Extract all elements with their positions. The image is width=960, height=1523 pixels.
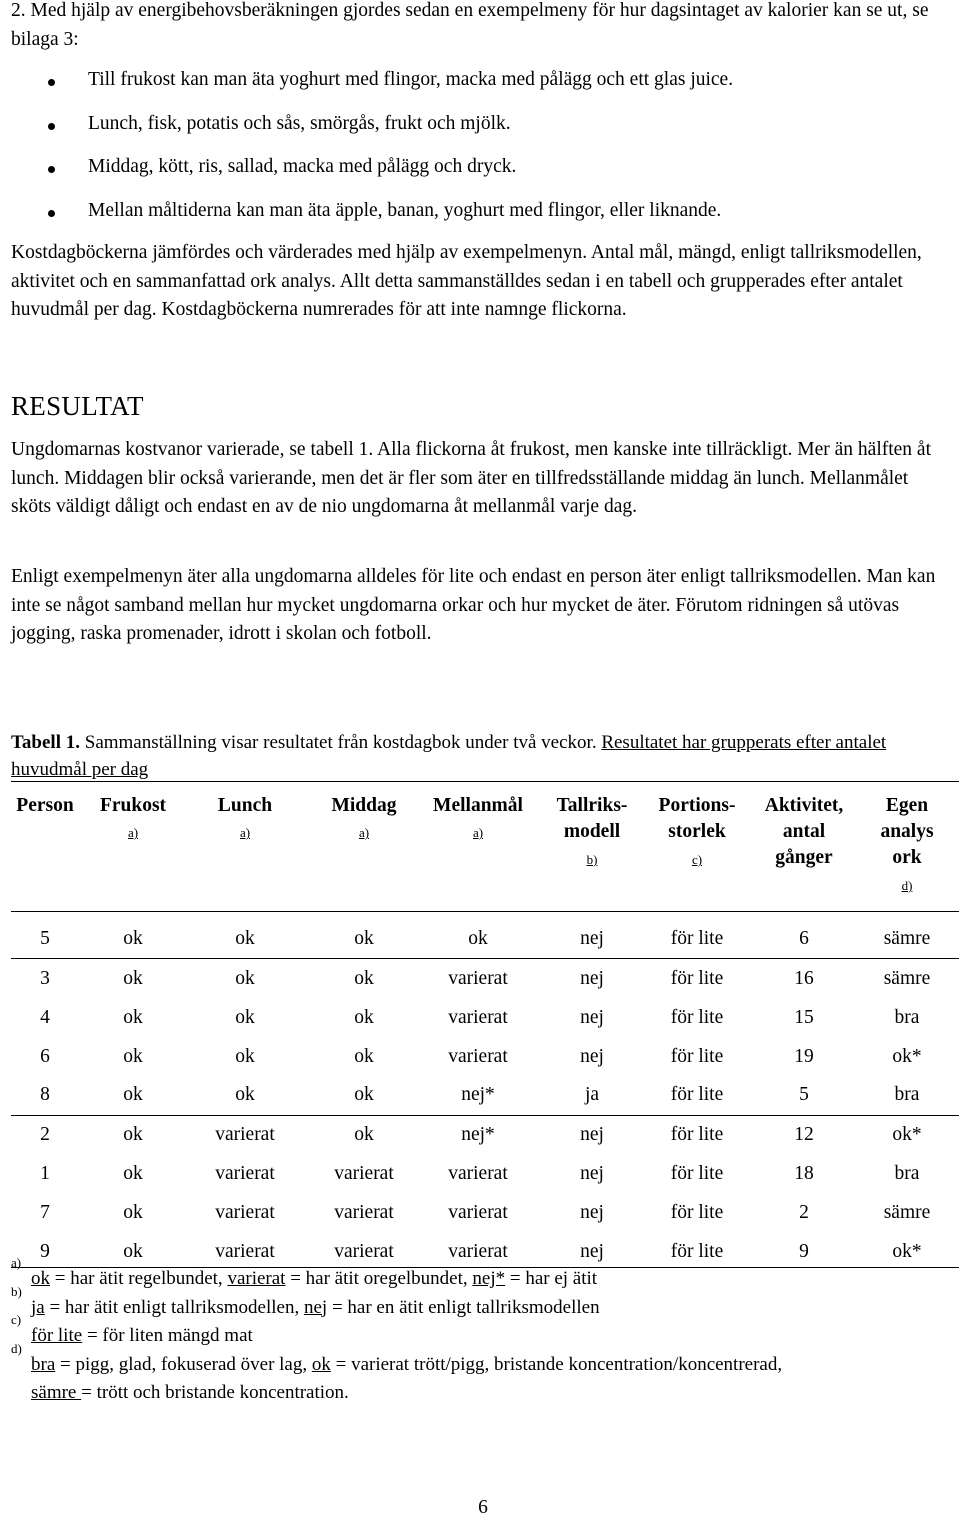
table-cell: ok: [123, 968, 143, 989]
table-cell: för lite: [670, 1163, 724, 1184]
column-header-line: Frukost: [99, 795, 167, 816]
table-cell: varierat: [334, 1163, 394, 1184]
table-cell: varierat: [215, 1124, 275, 1145]
result-paragraph-1: Ungdomarnas kostvanor varierade, se tabell 1. Alla flickorna åt frukost, men kanske inte tillräckligt. Mer än hälften åt lunch. Middagen blir också varierande, men det är fler som äter en tillfredsställande middag än lunch. Mellanmålet sköts väldigt dåligt och endast en av de nio ungdomarna åt mellanmål varje dag.: [11, 439, 931, 517]
table-cell: 2: [799, 1202, 809, 1223]
column-header-line: storlek: [668, 821, 726, 842]
table-cell: ok*: [892, 1241, 922, 1262]
table-cell: 15: [794, 1007, 814, 1028]
column-header-line: antal: [782, 821, 826, 842]
table-cell: ok: [123, 1163, 143, 1184]
column-header-line: Mellanmål: [433, 795, 523, 816]
caption-text-underlined: Resultatet har grupperats efter antalet huvudmål per dag: [11, 732, 887, 780]
table-cell: nej*: [461, 1124, 495, 1145]
table-cell: 7: [40, 1202, 50, 1223]
column-header-line: Tallriks-: [556, 795, 628, 816]
column-footnote-ref: c): [691, 852, 703, 867]
table-cell: ok: [123, 1241, 143, 1262]
table-cell: nej: [580, 1007, 604, 1028]
table-cell: 3: [40, 968, 50, 989]
column-header: [749, 793, 859, 871]
table-cell: nej*: [461, 1084, 495, 1105]
footnote-b: b) ja = har ätit enligt tallriksmodellen, nej = har en ätit enligt tallriksmodellen: [11, 1283, 600, 1318]
table-cell: ok: [123, 1007, 143, 1028]
bullet-icon: [48, 123, 55, 130]
table-cell: 5: [799, 1084, 809, 1105]
table-cell: varierat: [448, 1241, 508, 1262]
table-cell: för lite: [670, 1124, 724, 1145]
table-cell: 2: [40, 1124, 50, 1145]
column-header: [190, 793, 300, 819]
table-cell: nej: [580, 1241, 604, 1262]
table-cell: ok: [354, 1007, 374, 1028]
table-cell: för lite: [670, 1084, 724, 1105]
table-cell: varierat: [215, 1202, 275, 1223]
column-footnote-ref: a): [472, 825, 484, 840]
bullet-icon: [48, 166, 55, 173]
table-cell: ok: [123, 1046, 143, 1067]
table-cell: ok: [468, 928, 488, 949]
footnote-a: a) ok = har ätit regelbundet, varierat = har ätit oregelbundet, nej* = har ej ätit: [11, 1255, 598, 1289]
table-row: [11, 1004, 959, 1032]
list-item: Lunch, fisk, potatis och sås, smörgås, frukt och mjölk.: [48, 110, 948, 154]
table-cell: nej: [580, 1163, 604, 1184]
row-rule: [11, 1115, 959, 1116]
table-cell: ok: [354, 1124, 374, 1145]
column-header-line: ork: [892, 847, 922, 868]
table-footnotes: [11, 1255, 951, 1408]
table-cell: varierat: [448, 1202, 508, 1223]
table-cell: nej: [580, 968, 604, 989]
table-cell: ok: [123, 1084, 143, 1105]
intro-paragraph: 2. Med hjälp av energibehovsberäkningen gjordes sedan en exempelmeny för hur dagsintaget av kalorier kan se ut, se bilaga 3:: [11, 0, 929, 50]
table-cell: ok: [123, 1124, 143, 1145]
table-cell: för lite: [670, 1202, 724, 1223]
column-header: [418, 793, 538, 819]
table-cell: bra: [894, 1084, 920, 1105]
footnote-c: c) för lite = för liten mängd mat: [11, 1312, 253, 1346]
table-cell: sämre: [883, 1202, 931, 1223]
table-row: [11, 1081, 959, 1109]
table-row: [11, 925, 959, 953]
column-header-line: Lunch: [217, 795, 273, 816]
table-cell: 9: [799, 1241, 809, 1262]
table-cell: ok*: [892, 1124, 922, 1145]
column-header-line: Egen: [885, 795, 929, 816]
table-cell: 12: [794, 1124, 814, 1145]
result-paragraph-2: Enligt exempelmenyn äter alla ungdomarna alldeles för lite och endast en person äter enligt tallriksmodellen. Man kan inte se något samband mellan hur mycket ungdomarna orkar och hur mycket de äter. Förutom ridningen så utövas jogging, raska promenader, idrott i skolan och fotboll.: [11, 566, 936, 644]
column-footnote-ref: d): [901, 878, 913, 893]
table-cell: nej: [580, 928, 604, 949]
table-cell: för lite: [670, 1046, 724, 1067]
column-header-line: modell: [563, 821, 621, 842]
table-cell: 5: [40, 928, 50, 949]
table-cell: varierat: [448, 1046, 508, 1067]
table-row: [11, 1199, 959, 1227]
methods-paragraph: Kostdagböckerna jämfördes och värderades med hjälp av exempelmenyn. Antal mål, mängd, enligt tallriksmodellen, aktivitet och en sammanfattad ork analys. Allt detta sammanställdes sedan i en tabell och grupperades efter antalet huvudmål per dag. Kostdagböckerna numrerades för att inte namnge flickorna.: [11, 242, 922, 320]
table-cell: nej: [580, 1202, 604, 1223]
table-cell: ok: [235, 928, 255, 949]
column-header: [309, 793, 419, 819]
table-cell: för lite: [670, 928, 724, 949]
table-cell: varierat: [448, 968, 508, 989]
table-cell: varierat: [215, 1163, 275, 1184]
footnote-d: d) bra = pigg, glad, fokuserad över lag, ok = varierat trött/pigg, bristande koncentration/koncentrerad, sämre = trött och bristande koncentration.: [11, 1340, 783, 1403]
table-cell: varierat: [334, 1241, 394, 1262]
table-cell: nej: [580, 1046, 604, 1067]
column-header-line: Person: [16, 795, 74, 816]
table-header-rule: [11, 911, 959, 912]
column-header: [83, 793, 183, 819]
column-footnote-ref: a): [358, 825, 370, 840]
table-cell: 4: [40, 1007, 50, 1028]
table-cell: ok: [235, 1007, 255, 1028]
column-header: [852, 793, 960, 871]
table-row: [11, 1160, 959, 1188]
list-item: Mellan måltiderna kan man äta äpple, banan, yoghurt med flingor, eller liknande.: [48, 197, 948, 241]
column-header-line: analys: [880, 821, 934, 842]
table-cell: 1: [40, 1163, 50, 1184]
table-cell: sämre: [883, 928, 931, 949]
bullet-icon: [48, 79, 55, 86]
table-cell: ok: [235, 1046, 255, 1067]
column-footnote-ref: a): [127, 825, 139, 840]
caption-label: Tabell 1.: [11, 732, 80, 753]
table-cell: ok: [123, 928, 143, 949]
column-header-line: gånger: [775, 847, 833, 868]
table-cell: varierat: [334, 1202, 394, 1223]
column-footnote-ref: a): [239, 825, 251, 840]
row-rule: [11, 958, 959, 959]
table-cell: varierat: [448, 1007, 508, 1028]
table-cell: för lite: [670, 1241, 724, 1262]
table-cell: 18: [794, 1163, 814, 1184]
column-header: [537, 793, 647, 845]
table-cell: bra: [894, 1007, 920, 1028]
table-cell: 19: [794, 1046, 814, 1067]
result-heading: RESULTAT: [11, 391, 144, 421]
list-item: Till frukost kan man äta yoghurt med flingor, macka med pålägg och ett glas juice.: [48, 66, 948, 110]
table-top-rule: [11, 781, 959, 782]
table-cell: 6: [799, 928, 809, 949]
table-cell: sämre: [883, 968, 931, 989]
table-cell: 9: [40, 1241, 50, 1262]
list-item: Middag, kött, ris, sallad, macka med pålägg och dryck.: [48, 153, 948, 197]
table-row: [11, 1238, 959, 1266]
table-cell: ok: [235, 1084, 255, 1105]
menu-example-list: [48, 66, 948, 240]
bullet-icon: [48, 210, 55, 217]
table-cell: bra: [894, 1163, 920, 1184]
table-row: [11, 1043, 959, 1071]
table-cell: ok*: [892, 1046, 922, 1067]
table-cell: för lite: [670, 1007, 724, 1028]
table-cell: för lite: [670, 968, 724, 989]
column-header: [5, 793, 85, 819]
table-row: [11, 1121, 959, 1149]
table-cell: 16: [794, 968, 814, 989]
table-cell: ja: [584, 1084, 600, 1105]
table-cell: ok: [354, 1084, 374, 1105]
column-footnote-ref: b): [586, 852, 598, 867]
table-cell: ok: [123, 1202, 143, 1223]
table-cell: ok: [235, 968, 255, 989]
table-caption: [11, 729, 951, 783]
table-cell: varierat: [215, 1241, 275, 1262]
caption-text: Sammanställning visar resultatet från kostdagbok under två veckor.: [80, 732, 602, 753]
table-cell: 8: [40, 1084, 50, 1105]
table-cell: varierat: [448, 1163, 508, 1184]
column-header-line: Middag: [331, 795, 397, 816]
table-cell: ok: [354, 1046, 374, 1067]
column-header: [642, 793, 752, 845]
table-cell: 6: [40, 1046, 50, 1067]
column-header-line: Portions-: [658, 795, 736, 816]
table-row: [11, 965, 959, 993]
table-cell: nej: [580, 1124, 604, 1145]
page-number: 6: [478, 1497, 488, 1518]
column-header-line: Aktivitet,: [764, 795, 844, 816]
table-cell: ok: [354, 968, 374, 989]
table-cell: ok: [354, 928, 374, 949]
